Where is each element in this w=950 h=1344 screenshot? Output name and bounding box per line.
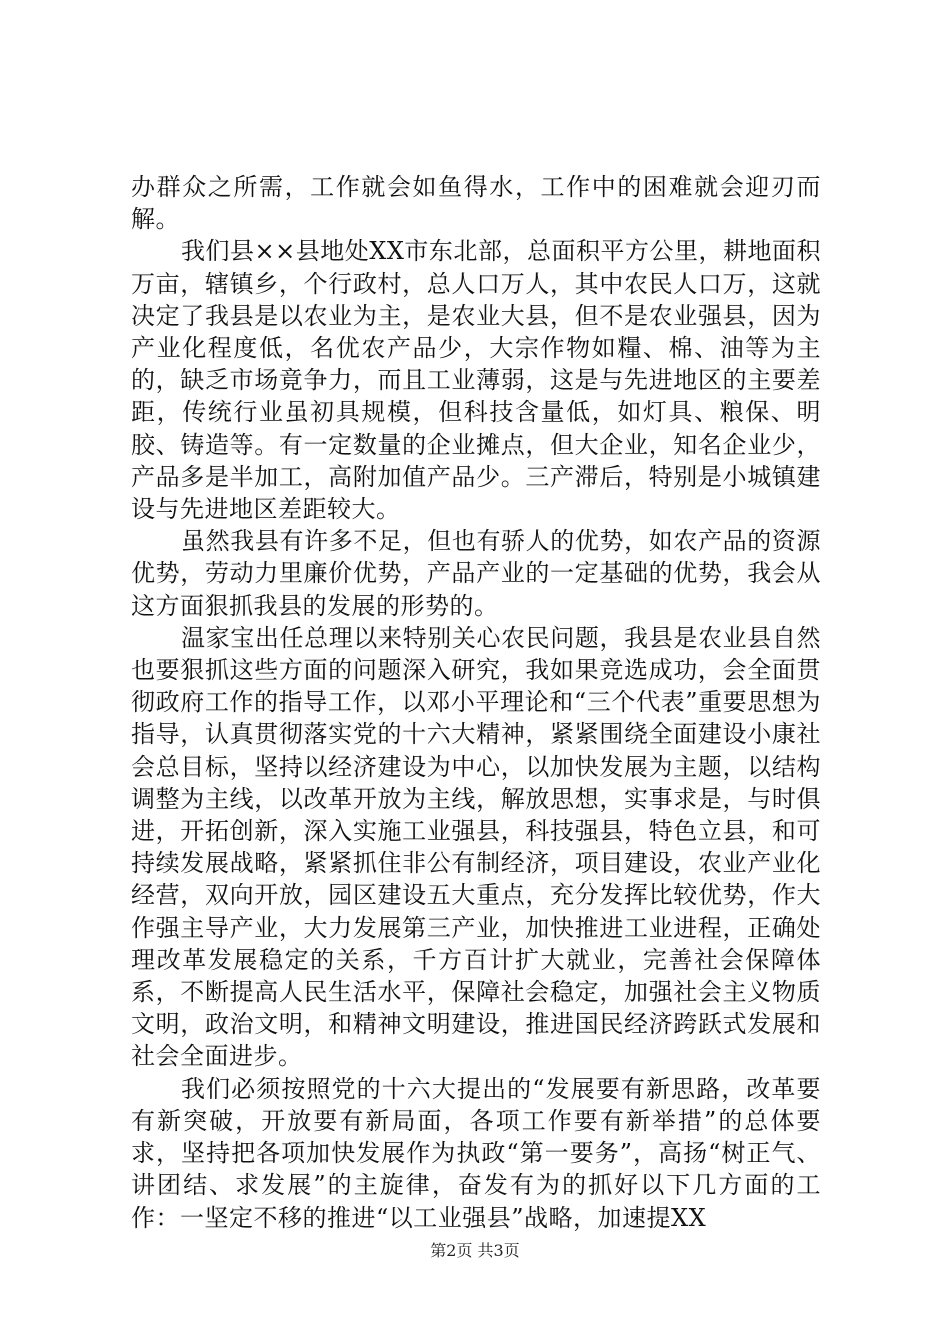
paragraph-county-overview: 我们县××县地处XX市东北部，总面积平方公里，耕地面积万亩，辖镇乡，个行政村，总人口万人，其中农民人口万，这就决定了我县是以农业为主，是农业大县，但不是农业强县，因为产业化程度低，名优农产品少，大宗作物如糧、棉、油等为主的，缺乏市场竟争力，而且工业薄弱，这是与先进地区的主要差距，传统行业虽初具规模，但科技含量低，如灯具、粮保、明胶、铸造等。有一定数量的企业摊点，但大企业，知名企业少，产品多是半加工，高附加值产品少。三产滞后，特别是小城镇建设与先进地区差距较大。	[131, 237, 821, 524]
page-footer: 第2页 共3页	[430, 1241, 520, 1260]
paragraph-advantages: 虽然我县有许多不足，但也有骄人的优势，如农产品的资源优势，劳动力里廉价优势，产品产业的一定基础的优势，我会从这方面狠抓我县的发展的形势的。	[131, 527, 821, 620]
document-body	[131, 171, 821, 1234]
paragraph-requirements: 我们必须按照党的十六大提出的“发展要有新思路，改革要有新突破，开放要有新局面，各项工作要有新举措”的总体要求，坚持把各项加快发展作为执政“第一要务”，高扬“树正气、讲团结、求发展”的主旋律，奋发有为的抓好以下几方面的工作：一坚定不移的推进“以工业强县”战略，加速提XX	[131, 1074, 821, 1232]
paragraph-continuation: 办群众之所需，工作就会如鱼得水，工作中的困难就会迎刃而解。	[131, 173, 821, 234]
paragraph-policy: 温家宝出任总理以来特别关心农民问题，我县是农业县自然也要狠抓这些方面的问题深入研究，我如果竞选成功，会全面贯彻政府工作的指导工作，以邓小平理论和“三个代表”重要思想为指导，认真贯彻落实党的十六大精神，紧紧围绕全面建设小康社会总目标，坚持以经济建设为中心，以加快发展为主题，以结构调整为主线，以改革开放为主线，解放思想，实事求是，与时俱进，开拓创新，深入实施工业强县，科技强县，特色立县，和可持续发展战略，紧紧抓住非公有制经济，项目建设，农业产业化经营，双向开放，园区建设五大重点，充分发挥比较优势，作大作强主导产业，大力发展第三产业，加快推进工业进程，正确处理改革发展稳定的关系，千方百计扩大就业，完善社会保障体系，不断提高人民生活水平，保障社会稳定，加强社会主义物质文明，政治文明，和精神文明建设，推进国民经济跨跃式发展和社会全面进步。	[131, 623, 821, 1071]
